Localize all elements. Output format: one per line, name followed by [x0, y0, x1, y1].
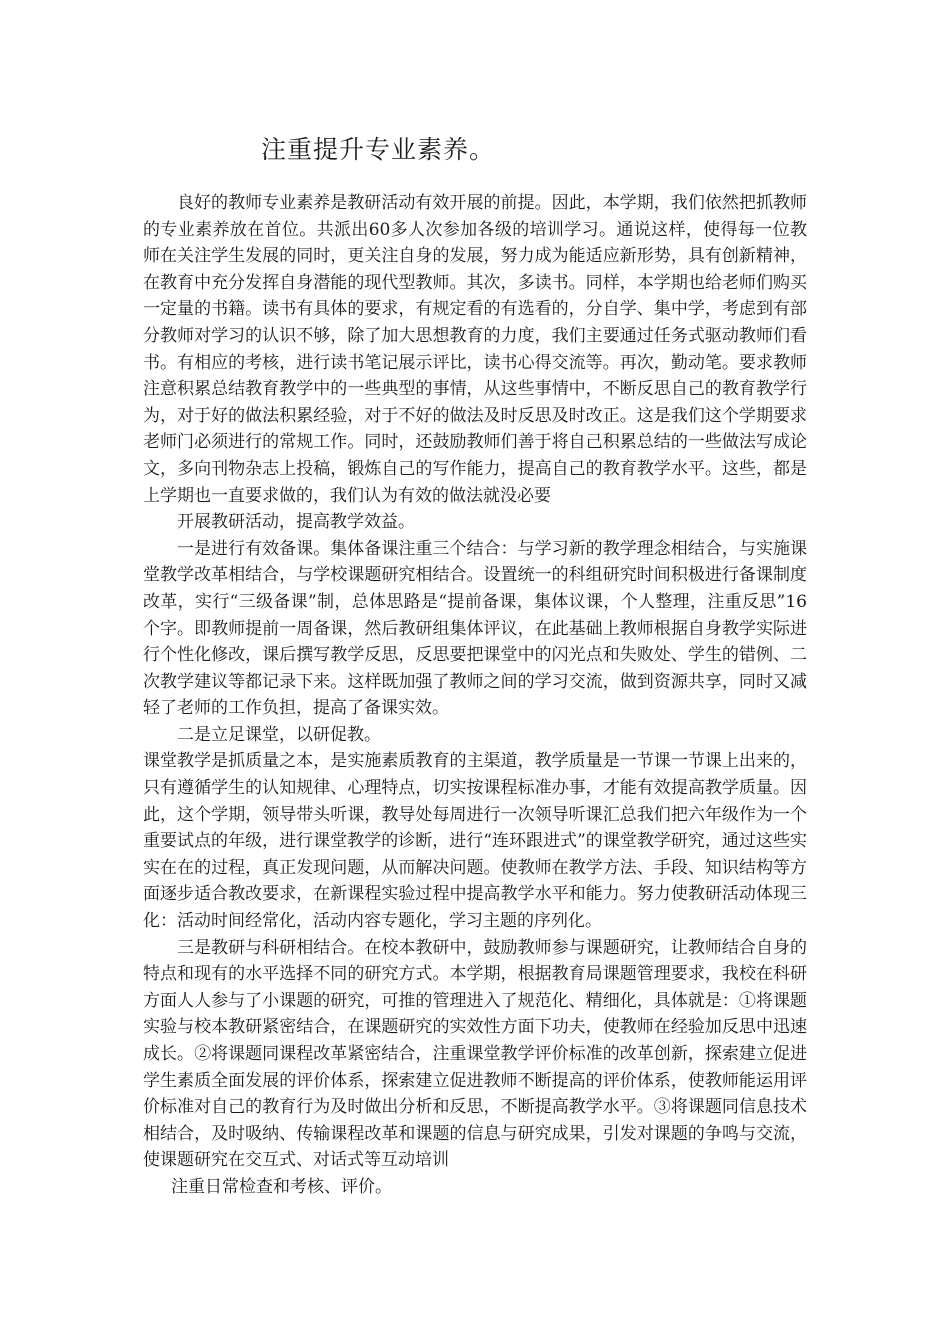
paragraph-heading-classroom: 二是立足课堂，以研促教。 — [177, 724, 381, 745]
document-title: 注重提升专业素养。 — [261, 135, 496, 164]
paragraph-professional-quality: 良好的教师专业素养是教研活动有效开展的前提。因此，本学期，我们依然把抓教师的专业素养放在首位。共派出60多人次参加各级的培训学习。通说这样，使得每一位教师在关注学生发展的同时，更关注自身的发展，努力成为能适应新形势，具有创新精神，在教育中充分发挥自身潜能的现代型教师。其次，多读书。同样，本学期也给老师们购买一定量的书籍。读书有具体的要求，有规定看的有选看的，分自学、集中学，考虑到有部分教师对学习的认识不够，除了加大思想教育的力度，我们主要通过任务式驱动教师们看书。有相应的考核，进行读书笔记展示评比，读书心得交流等。再次，勤动笔。要求教师注意积累总结教育教学中的一些典型的事情，从这些事情中，不断反思自己的教育教学行为，对于好的做法积累经验，对于不好的做法及时反思及时改正。这是我们这个学期要求老师门必须进行的常规工作。同时，还鼓励教师们善于将自己积累总结的一些做法写成论文，多向刊物杂志上投稿，锻炼自己的写作能力，提高自己的教育教学水平。这些，都是上学期也一直要求做的，我们认为有效的做法就没必要 — [143, 193, 807, 506]
paragraph-classroom-teaching: 课堂教学是抓质量之本，是实施素质教育的主渠道，教学质量是一节课一节课上出来的，只有遵循学生的认知规律、心理特点，切实按课程标准办事，才能有效提高教学质量。因此，这个学期，领导带头听课，教导处每周进行一次领导听课汇总我们把六年级作为一个重要试点的年级，进行课堂教学的诊断，进行“连环跟进式”的课堂教学研究，通过这些实实在在的过程，真正发现问题，从而解决问题。使教师在教学方法、手段、知识结构等方面逐步适合教改要求，在新课程实验过程中提高教学水平和能力。努力使教研活动体现三化：活动时间经常化，活动内容专题化，学习主题的序列化。 — [143, 751, 807, 932]
paragraph-heading-inspection: 注重日常检查和考核、评价。 — [171, 1176, 392, 1197]
paragraph-research-combination: 三是教研与科研相结合。在校本教研中，鼓励教师参与课题研究，让教师结合自身的特点和现有的水平选择不同的研究方式。本学期，根据教育局课题管理要求，我校在科研方面人人参与了小课题的研究，可推的管理进入了规范化、精细化，具体就是：①将课题实验与校本教研紧密结合，在课题研究的实效性方面下功夫，使教师在经验加反思中迅速成长。②将课题同课程改革紧密结合，注重课堂教学评价标准的改革创新，探索建立促进学生素质全面发展的评价体系，探索建立促进教师不断提高的评价体系，使教师能运用评价标准对自己的教育行为及时做出分析和反思，不断提高教学水平。③将课题同信息技术相结合，及时吸纳、传输课程改革和课题的信息与研究成果，引发对课题的争鸣与交流，使课题研究在交互式、对话式等互动培训 — [143, 937, 807, 1171]
paragraph-effective-lesson-prep: 一是进行有效备课。集体备课注重三个结合：与学习新的教学理念相结合，与实施课堂教学改革相结合，与学校课题研究相结合。设置统一的科组研究时间积极进行备课制度改革，实行“三级备课”制，总体思路是“提前备课，集体议课，个人整理，注重反思”16个字。即教师提前一周备课，然后教研组集体评议，在此基础上教师根据自身教学实际进行个性化修改，课后撰写教学反思，反思要把课堂中的闪光点和失败处、学生的错例、二次教学建议等都记录下来。这样既加强了教师之间的学习交流，做到资源共享，同时又减轻了老师的工作负担，提高了备课实效。 — [143, 538, 807, 719]
paragraph-heading-research-activities: 开展教研活动，提高教学效益。 — [177, 512, 415, 533]
document-page — [143, 132, 807, 1201]
